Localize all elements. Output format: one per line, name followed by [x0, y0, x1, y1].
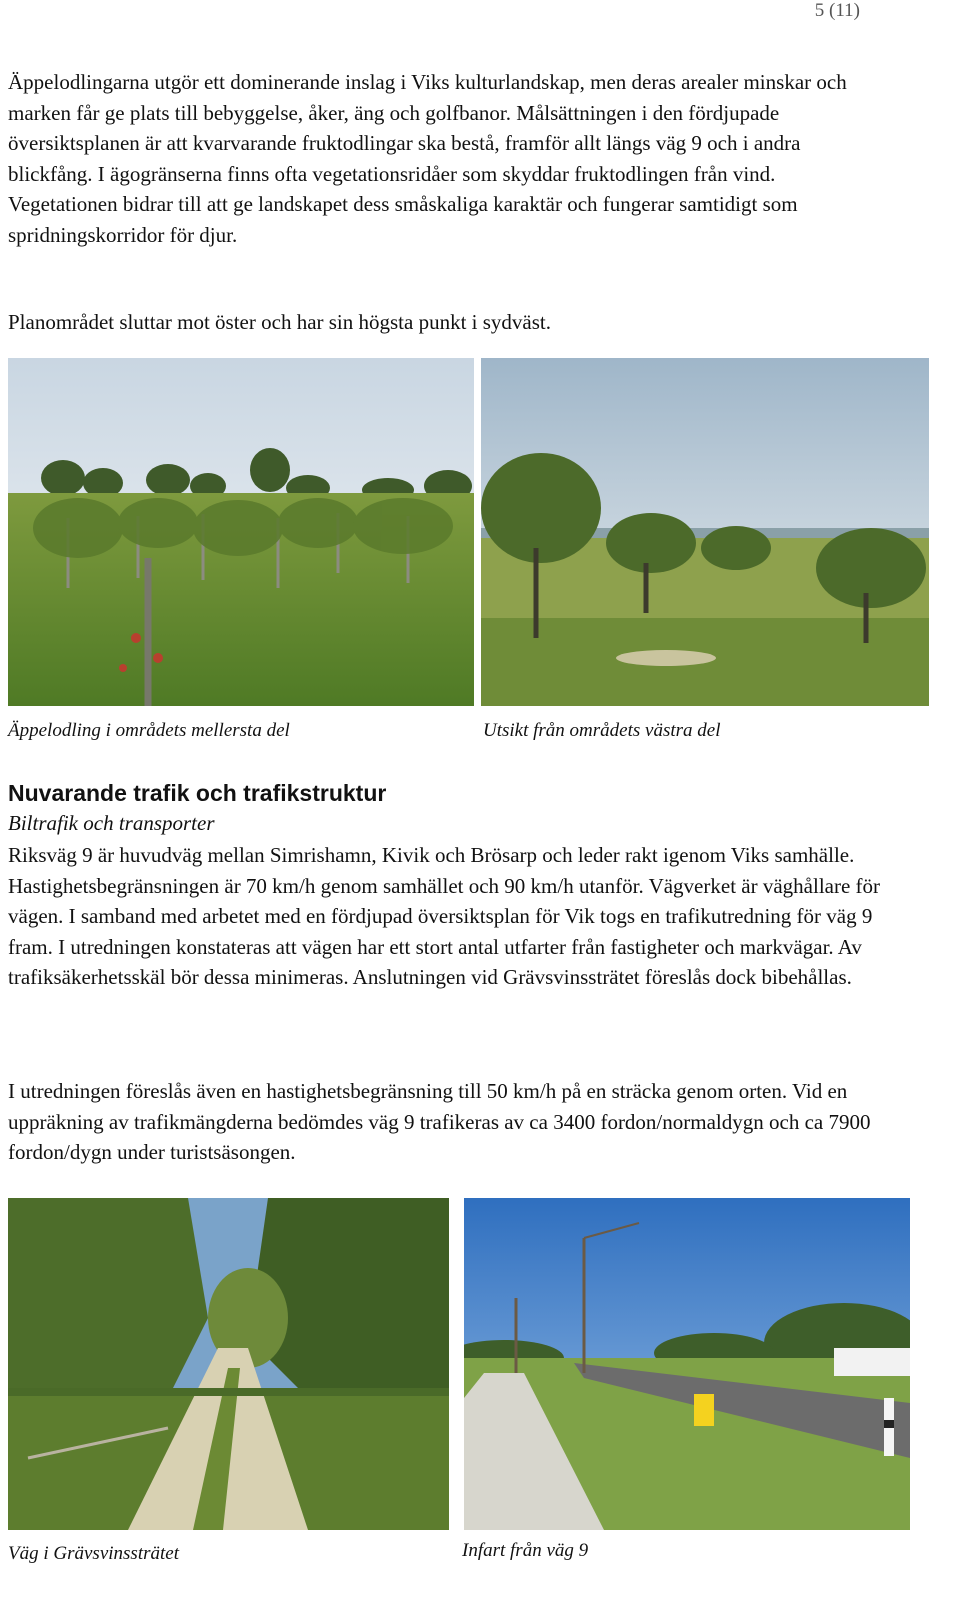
lane-photo	[8, 1198, 449, 1530]
section-subheading: Biltrafik och transporter	[8, 811, 215, 835]
intro-paragraph-2: Planområdet sluttar mot öster och har sin högsta punkt i sydväst.	[8, 310, 552, 334]
road-photo	[464, 1198, 910, 1530]
view-caption: Utsikt från områdets västra del	[483, 720, 721, 741]
lane-caption: Väg i Grävsvinssträtet	[8, 1543, 179, 1564]
road-caption: Infart från väg 9	[462, 1540, 589, 1561]
orchard-photo	[8, 358, 474, 706]
page-number: 5 (11)	[814, 0, 860, 21]
intro-paragraph-1: Äppelodlingarna utgör ett dominerande inslag i Viks kulturlandskap, men deras arealer minskar och marken får ge plats till bebyggelse, åker, äng och golfbanor. Målsättningen i den fördjupade översiktsplanen är att kvarvarande fruktodlingar ska bestå, framför allt längs väg 9 och i andra blickfång. I ägogränserna finns ofta vegetationsridåer som skyddar fruktodlingen från vind. Vegetationen bidrar till att ge landskapet dess småskaliga karaktär och fungerar samtidigt som spridningskorridor för djur.	[8, 70, 847, 247]
view-photo	[481, 358, 929, 706]
traffic-paragraph-2: I utredningen föreslås även en hastighetsbegränsning till 50 km/h på en sträcka genom orten. Vid en uppräkning av trafikmängderna bedömdes väg 9 trafikeras av ca 3400 fordon/normaldygn och ca 7900 fordon/dygn under turistsäsongen.	[8, 1079, 871, 1164]
orchard-caption: Äppelodling i områdets mellersta del	[8, 720, 290, 741]
section-heading: Nuvarande trafik och trafikstruktur	[8, 780, 387, 806]
traffic-paragraph-1: Riksväg 9 är huvudväg mellan Simrishamn, Kivik och Brösarp och leder rakt igenom Viks samhälle. Hastighetsbegränsningen är 70 km/h genom samhället och 90 km/h utanför. Vägverket är väghållare för vägen. I samband med arbetet med en fördjupad översiktsplan för Vik togs en trafikutredning för väg 9 fram. I utredningen konstateras att vägen har ett stort antal utfarter från fastigheter och markvägar. Av trafiksäkerhetsskäl bör dessa minimeras. Anslutningen vid Grävsvinssträtet föreslås dock bibehållas.	[8, 843, 881, 989]
